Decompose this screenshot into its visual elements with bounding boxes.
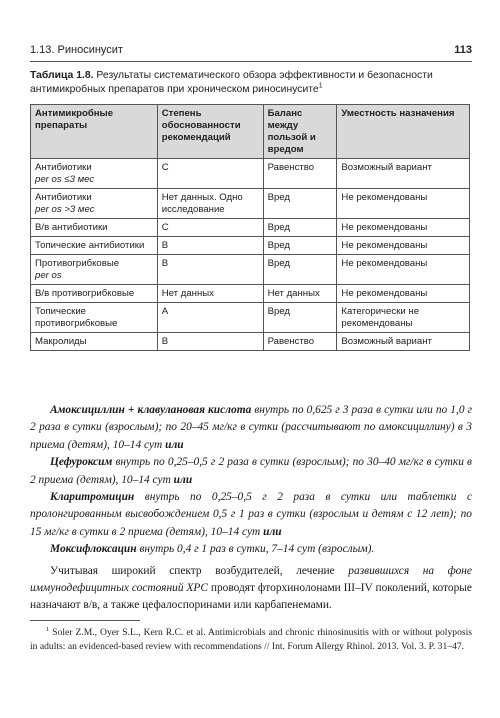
text-run-italic: развившихся на фоне иммунодефицитных состояний ХРС (30, 564, 472, 595)
cell-balance: Вред (263, 189, 337, 219)
paragraph-amoxicillin (30, 402, 472, 454)
caption-text: Результаты систематического обзора эффективности и безопасности антимикробных препаратов при хроническом риносинусите (30, 70, 433, 95)
cell-balance: Нет данных (263, 285, 337, 303)
table-row (31, 255, 470, 285)
cell-appropriateness: Не рекомендованы (337, 255, 470, 285)
cell-appropriateness: Не рекомендованы (337, 219, 470, 237)
drug-note: per os ≤3 мес (35, 174, 95, 185)
cell-grade: B (157, 333, 263, 351)
cell-grade: Нет данных (157, 285, 263, 303)
dosage-text: внутрь по 0,25–0,5 г 2 раза в сутки или таблетки с пролонгированным высвобождением 0,5 г 1 раз в сутки (взрослым и детям с 12 лет); по 15 мг/кг в сутки в 2 приема (детям), 10–14 сут (30, 491, 472, 538)
text-run: проводят фторхинолонами III–IV поколений, которые назначают в/в, а также цефалоспоринами или карбапенемами. (30, 582, 472, 612)
cell-drug: В/в противогрибковые (31, 285, 158, 303)
cell-grade: C (157, 159, 263, 189)
cell-balance: Равенство (263, 159, 337, 189)
cell-balance: Вред (263, 219, 337, 237)
body-text (30, 402, 472, 615)
drug-cefuroxime: Цефуроксим (50, 456, 113, 469)
cell-drug (31, 189, 158, 219)
table-row (31, 237, 470, 255)
cell-drug: Топические антибиотики (31, 237, 158, 255)
cell-grade: C (157, 219, 263, 237)
caption-label: Таблица 1.8. (30, 70, 94, 81)
footnote-divider (30, 620, 140, 621)
cell-drug (31, 255, 158, 285)
results-table (30, 104, 470, 351)
dosage-text: внутрь по 0,25–0,5 г 2 раза в сутки (взрослым); по 30–40 мг/кг в сутки в 2 приема (детям), 10–14 сут (30, 456, 472, 486)
cell-grade: B (157, 237, 263, 255)
or-conjunction: или (173, 473, 193, 486)
cell-appropriateness: Не рекомендованы (337, 189, 470, 219)
text-run: Учитывая широкий спектр возбудителей, лечение (50, 564, 349, 577)
cell-balance: Вред (263, 255, 337, 285)
cell-drug: Топические противогрибковые (31, 303, 158, 333)
cell-appropriateness: Категорически не рекомендованы (337, 303, 470, 333)
section-title: 1.13. Риносинусит (30, 44, 123, 56)
table-row (31, 285, 470, 303)
cell-balance: Вред (263, 303, 337, 333)
drug-note: per os >3 мес (35, 204, 95, 215)
running-head (30, 44, 472, 60)
footnote (30, 626, 472, 654)
table-row (31, 159, 470, 189)
header-divider (30, 61, 472, 62)
cell-grade: A (157, 303, 263, 333)
table-header-row (31, 105, 470, 159)
header-balance: Баланс между пользой и вредом (263, 105, 337, 159)
cell-drug (31, 159, 158, 189)
dosage-text: внутрь 0,4 г 1 раз в сутки, 7–14 сут (взрослым). (136, 543, 375, 556)
table-row (31, 189, 470, 219)
header-drugs: Антимикробные препараты (31, 105, 158, 159)
paragraph-moxifloxacin (30, 541, 472, 558)
header-appropriateness: Уместность назначения (337, 105, 470, 159)
cell-grade: Нет данных. Одно исследование (157, 189, 263, 219)
or-conjunction: или (165, 438, 184, 451)
drug-moxifloxacin: Моксифлоксацин (50, 543, 137, 556)
drug-name: Антибиотики (35, 192, 92, 203)
dosage-text: внутрь по 0,625 г 3 раза в сутки или по 1,0 г 2 раза в сутки (взрослым); по 20–45 мг/кг в сутки (рассчитывают по амоксициллину) в 3 приема (детям), 10–14 сут (30, 404, 473, 451)
paragraph-immunodeficiency (30, 563, 472, 615)
page-number: 113 (454, 44, 472, 56)
cell-appropriateness: Не рекомендованы (337, 237, 470, 255)
drug-clarithromycin: Кларитромицин (50, 491, 135, 504)
drug-note: per os (35, 270, 62, 281)
cell-appropriateness: Не рекомендованы (337, 285, 470, 303)
cell-drug: В/в антибиотики (31, 219, 158, 237)
cell-drug: Макролиды (31, 333, 158, 351)
drug-name: Противогрибковые (35, 258, 120, 269)
table-row (31, 303, 470, 333)
cell-balance: Равенство (263, 333, 337, 351)
cell-appropriateness: Возможный вариант (337, 333, 470, 351)
caption-footnote-ref: 1 (318, 82, 323, 90)
paragraph-cefuroxime (30, 454, 472, 489)
table-row (31, 219, 470, 237)
cell-grade: B (157, 255, 263, 285)
footnote-number: 1 (46, 625, 50, 633)
cell-balance: Вред (263, 237, 337, 255)
header-grade: Степень обоснованности рекомендаций (157, 105, 263, 159)
table-row (31, 333, 470, 351)
footnote-text: Soler Z.M., Oyer S.L., Kern R.C. et al. Antimicrobials and chronic rhinosinusitis with or without polyposis in adults: an evidenced-based review with recommendations // Int. Forum Allergy Rhinol. 2013. Vol. 3. P. 31–47. (30, 627, 472, 652)
drug-amoxicillin-clavulanate: Амоксициллин + клавулановая кислота (50, 404, 252, 416)
or-conjunction: или (263, 525, 282, 538)
table-caption (30, 69, 472, 97)
drug-name: Антибиотики (35, 162, 92, 173)
paragraph-clarithromycin (30, 489, 472, 541)
cell-appropriateness: Возможный вариант (337, 159, 470, 189)
